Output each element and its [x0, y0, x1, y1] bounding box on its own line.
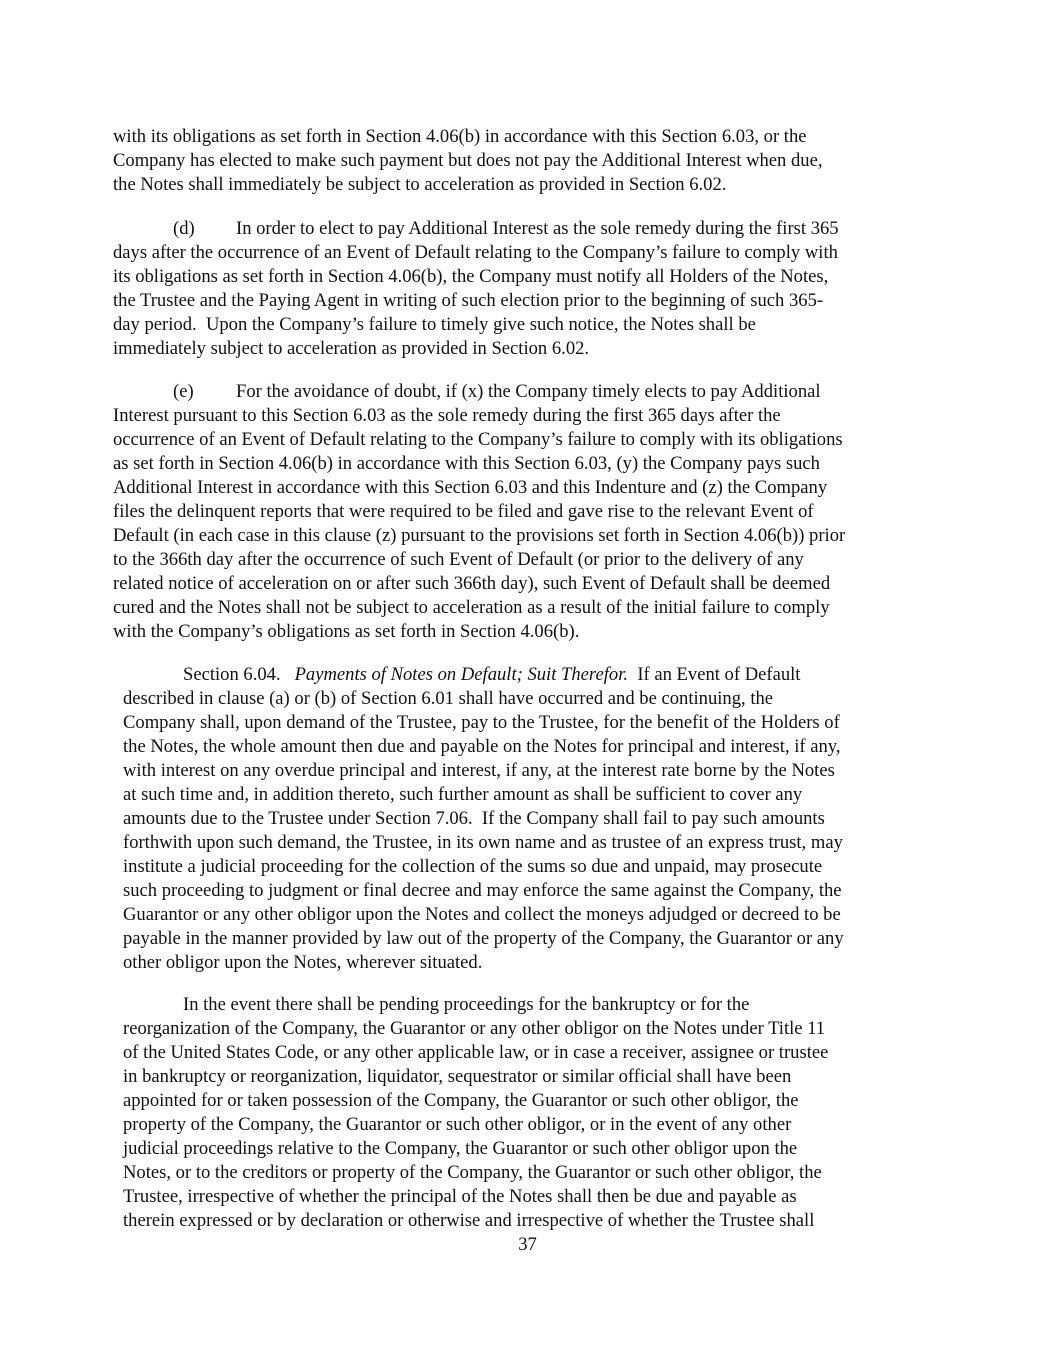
- text-line: property of the Company, the Guarantor or such other obligor, or in the event of any other: [123, 1114, 792, 1135]
- text-line: Trustee, irrespective of whether the principal of the Notes shall then be due and payable as: [123, 1186, 797, 1207]
- text-line: the Notes shall immediately be subject to acceleration as provided in Section 6.02.: [113, 174, 727, 195]
- text-line: Guarantor or any other obligor upon the Notes and collect the moneys adjudged or decreed to be: [123, 904, 841, 925]
- text-line: of the United States Code, or any other applicable law, or in case a receiver, assignee or trustee: [123, 1042, 829, 1063]
- text-line: its obligations as set forth in Section 4.06(b), the Company must notify all Holders of the Notes,: [113, 266, 829, 287]
- text-line: Company shall, upon demand of the Trustee, pay to the Trustee, for the benefit of the Holders of: [123, 712, 840, 733]
- text-line: days after the occurrence of an Event of Default relating to the Company’s failure to comply with: [113, 242, 838, 263]
- paragraph-bankruptcy: [123, 993, 828, 1233]
- text-line: Default (in each case in this clause (z) pursuant to the provisions set forth in Section 4.06(b)) prior: [113, 525, 846, 546]
- text-span: If an Event of Default: [637, 664, 801, 685]
- text-line: institute a judicial proceeding for the collection of the sums so due and unpaid, may prosecute: [123, 856, 823, 877]
- text-line: such proceeding to judgment or final decree and may enforce the same against the Company, the: [123, 880, 842, 901]
- text-line: [113, 380, 845, 404]
- text-line: the Notes, the whole amount then due and payable on the Notes for principal and interest, if any,: [123, 736, 841, 757]
- text-line: occurrence of an Event of Default relating to the Company’s failure to comply with its obligations: [113, 429, 843, 450]
- text-line: the Trustee and the Paying Agent in writing of such election prior to the beginning of such 365-: [113, 290, 824, 311]
- clause-label: (e): [173, 381, 194, 402]
- text-line: appointed for or taken possession of the Company, the Guarantor or such other obligor, the: [123, 1090, 799, 1111]
- text-line: files the delinquent reports that were required to be filed and gave rise to the relevant Event of: [113, 501, 814, 522]
- text-span: In order to elect to pay Additional Interest as the sole remedy during the first 365: [236, 218, 839, 239]
- text-line: day period. Upon the Company’s failure to timely give such notice, the Notes shall be: [113, 314, 756, 335]
- text-line: to the 366th day after the occurrence of such Event of Default (or prior to the delivery of any: [113, 549, 804, 570]
- text-span: For the avoidance of doubt, if (x) the Company timely elects to pay Additional: [236, 381, 821, 402]
- text-line: payable in the manner provided by law out of the property of the Company, the Guarantor or any: [123, 928, 844, 949]
- text-line: [123, 663, 844, 687]
- clause-label: (d): [173, 218, 195, 239]
- page-number: 37: [518, 1234, 537, 1255]
- text-line: reorganization of the Company, the Guarantor or any other obligor on the Notes under Title 11: [123, 1018, 826, 1039]
- text-line: Company has elected to make such payment but does not pay the Additional Interest when due,: [113, 150, 823, 171]
- text-line: therein expressed or by declaration or otherwise and irrespective of whether the Trustee shall: [123, 1210, 815, 1231]
- text-line: with the Company’s obligations as set forth in Section 4.06(b).: [113, 621, 580, 642]
- text-line: other obligor upon the Notes, wherever situated.: [123, 952, 483, 973]
- text-line: In the event there shall be pending proceedings for the bankruptcy or for the: [183, 994, 750, 1015]
- text-line: [113, 217, 839, 241]
- text-line: Additional Interest in accordance with this Section 6.03 and this Indenture and (z) the Company: [113, 477, 828, 498]
- text-line: at such time and, in addition thereto, such further amount as shall be sufficient to cover any: [123, 784, 803, 805]
- paragraph-clause-e: [113, 380, 845, 644]
- text-line: as set forth in Section 4.06(b) in accordance with this Section 6.03, (y) the Company pays such: [113, 453, 820, 474]
- text-line: Notes, or to the creditors or property of the Company, the Guarantor or such other obligor, the: [123, 1162, 822, 1183]
- text-line: forthwith upon such demand, the Trustee, in its own name and as trustee of an express trust, may: [123, 832, 843, 853]
- paragraph-clause-d: [113, 217, 839, 361]
- text-line: judicial proceedings relative to the Company, the Guarantor or such other obligor upon the: [123, 1138, 798, 1159]
- text-line: cured and the Notes shall not be subject to acceleration as a result of the initial failure to comply: [113, 597, 830, 618]
- text-line: in bankruptcy or reorganization, liquidator, sequestrator or similar official shall have been: [123, 1066, 792, 1087]
- paragraph-section-6-04: [123, 663, 844, 975]
- text-line: described in clause (a) or (b) of Section 6.01 shall have occurred and be continuing, the: [123, 688, 774, 709]
- text-line: with its obligations as set forth in Section 4.06(b) in accordance with this Section 6.03, or the: [113, 126, 807, 147]
- text-line: with interest on any overdue principal and interest, if any, at the interest rate borne by the Notes: [123, 760, 835, 781]
- text-line: Interest pursuant to this Section 6.03 as the sole remedy during the first 365 days after the: [113, 405, 781, 426]
- paragraph-continuation: [113, 125, 823, 197]
- text-line: immediately subject to acceleration as provided in Section 6.02.: [113, 338, 590, 359]
- section-number: Section 6.04.: [183, 664, 281, 685]
- text-line: related notice of acceleration on or after such 366th day), such Event of Default shall be deemed: [113, 573, 831, 594]
- text-line: amounts due to the Trustee under Section 7.06. If the Company shall fail to pay such amounts: [123, 808, 825, 829]
- section-heading: Payments of Notes on Default; Suit Therefor.: [294, 664, 629, 685]
